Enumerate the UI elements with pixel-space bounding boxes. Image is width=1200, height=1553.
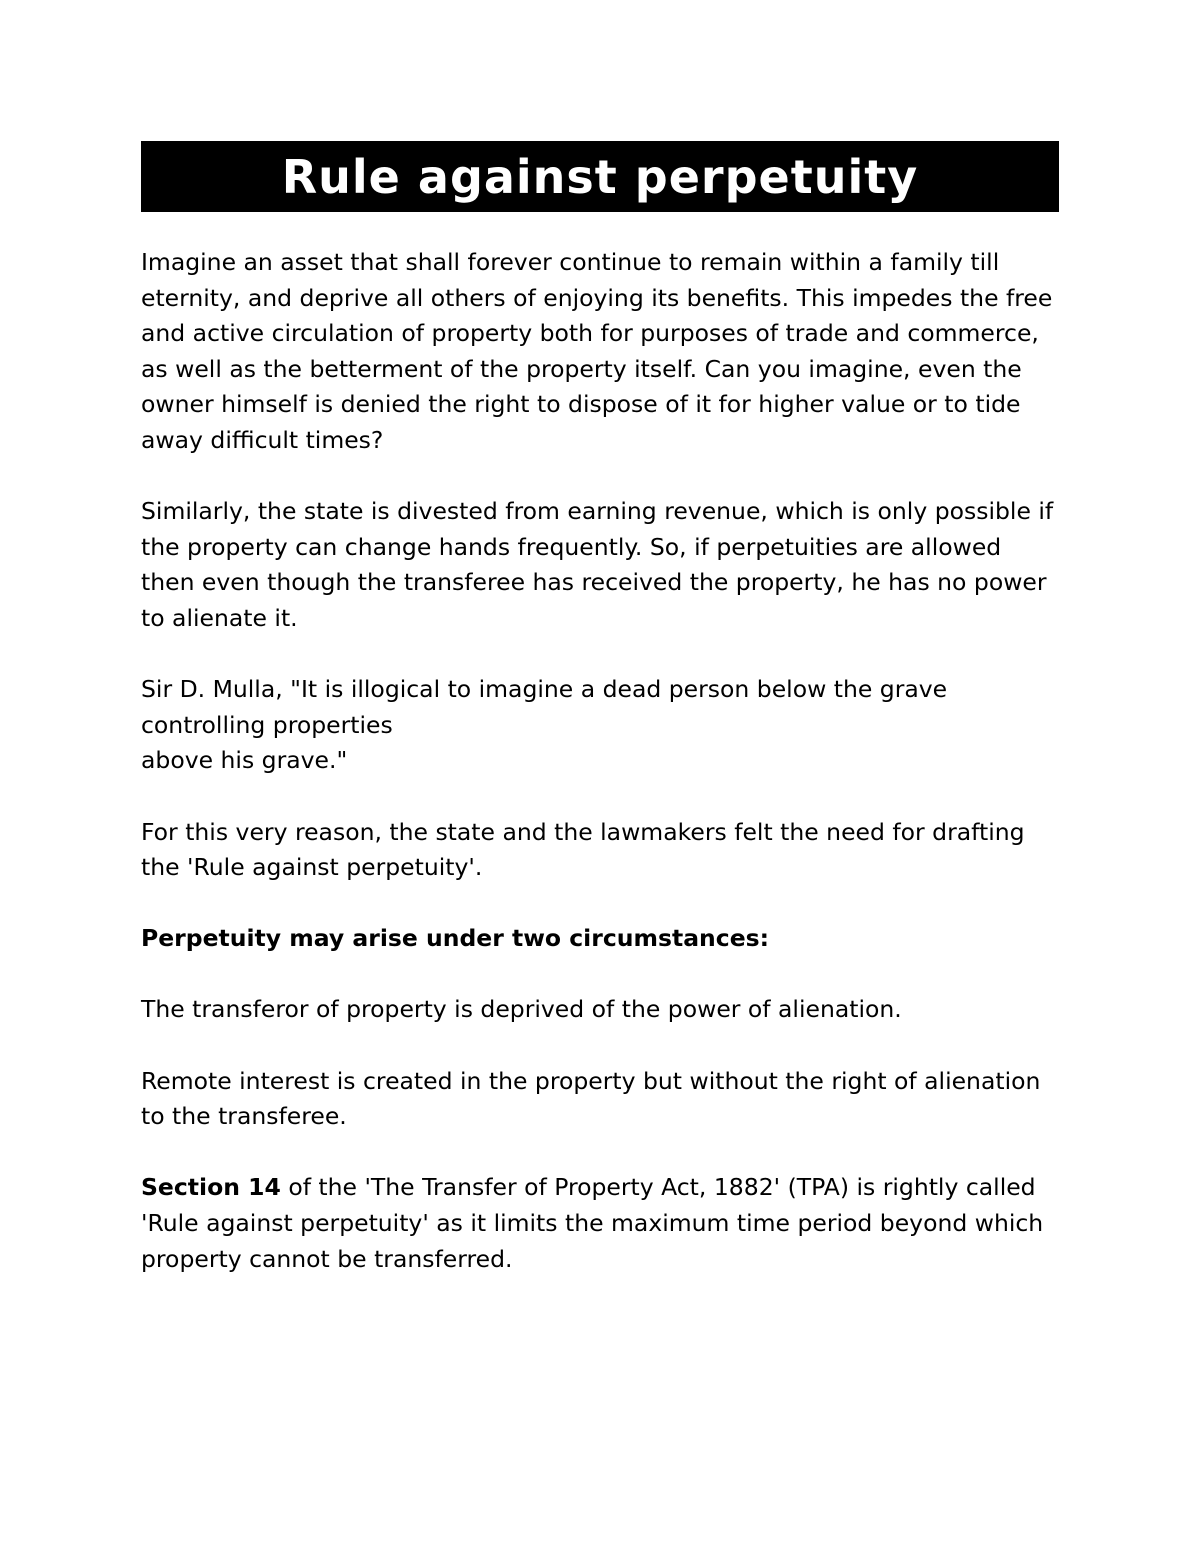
document-title: Rule against perpetuity [281, 149, 919, 204]
paragraph-circumstance-2: Remote interest is created in the property but without the right of alienation to the transferee. [141, 1066, 1041, 1131]
paragraph-reason: For this very reason, the state and the lawmakers felt the need for drafting the 'Rule against perpetuity'. [141, 817, 1025, 882]
document-body [141, 245, 1059, 1277]
paragraph-intro: Imagine an asset that shall forever continue to remain within a family till eternity, and deprive all others of enjoying its benefits. This impedes the free and active circulation of property both for purposes of trade and commerce, as well as the betterment of the property itself. Can you imagine, even the owner himself is denied the right to dispose of it for higher value or to tide away difficult times? [141, 248, 1053, 454]
paragraph-circumstance-1: The transferor of property is deprived of the power of alienation. [141, 995, 902, 1024]
mulla-quote-line-2: above his grave." [141, 746, 348, 775]
paragraph-section-14 [141, 1170, 1059, 1277]
document-page [141, 141, 1059, 1313]
section-14-text: of the 'The Transfer of Property Act, 1882' (TPA) is rightly called 'Rule against perpetuity' as it limits the maximum time period beyond which property cannot be transferred. [141, 1173, 1044, 1273]
paragraph-state-revenue: Similarly, the state is divested from earning revenue, which is only possible if the property can change hands frequently. So, if perpetuities are allowed then even though the transferee has received the property, he has no power to alienate it. [141, 497, 1054, 632]
section-14-label: Section 14 [141, 1173, 281, 1202]
section-heading-circumstances: Perpetuity may arise under two circumstances: [141, 924, 770, 953]
title-banner [141, 141, 1059, 212]
mulla-quote-line-1: Sir D. Mulla, "It is illogical to imagine a dead person below the grave controlling properties [141, 675, 948, 739]
paragraph-mulla-quote [141, 672, 1059, 779]
